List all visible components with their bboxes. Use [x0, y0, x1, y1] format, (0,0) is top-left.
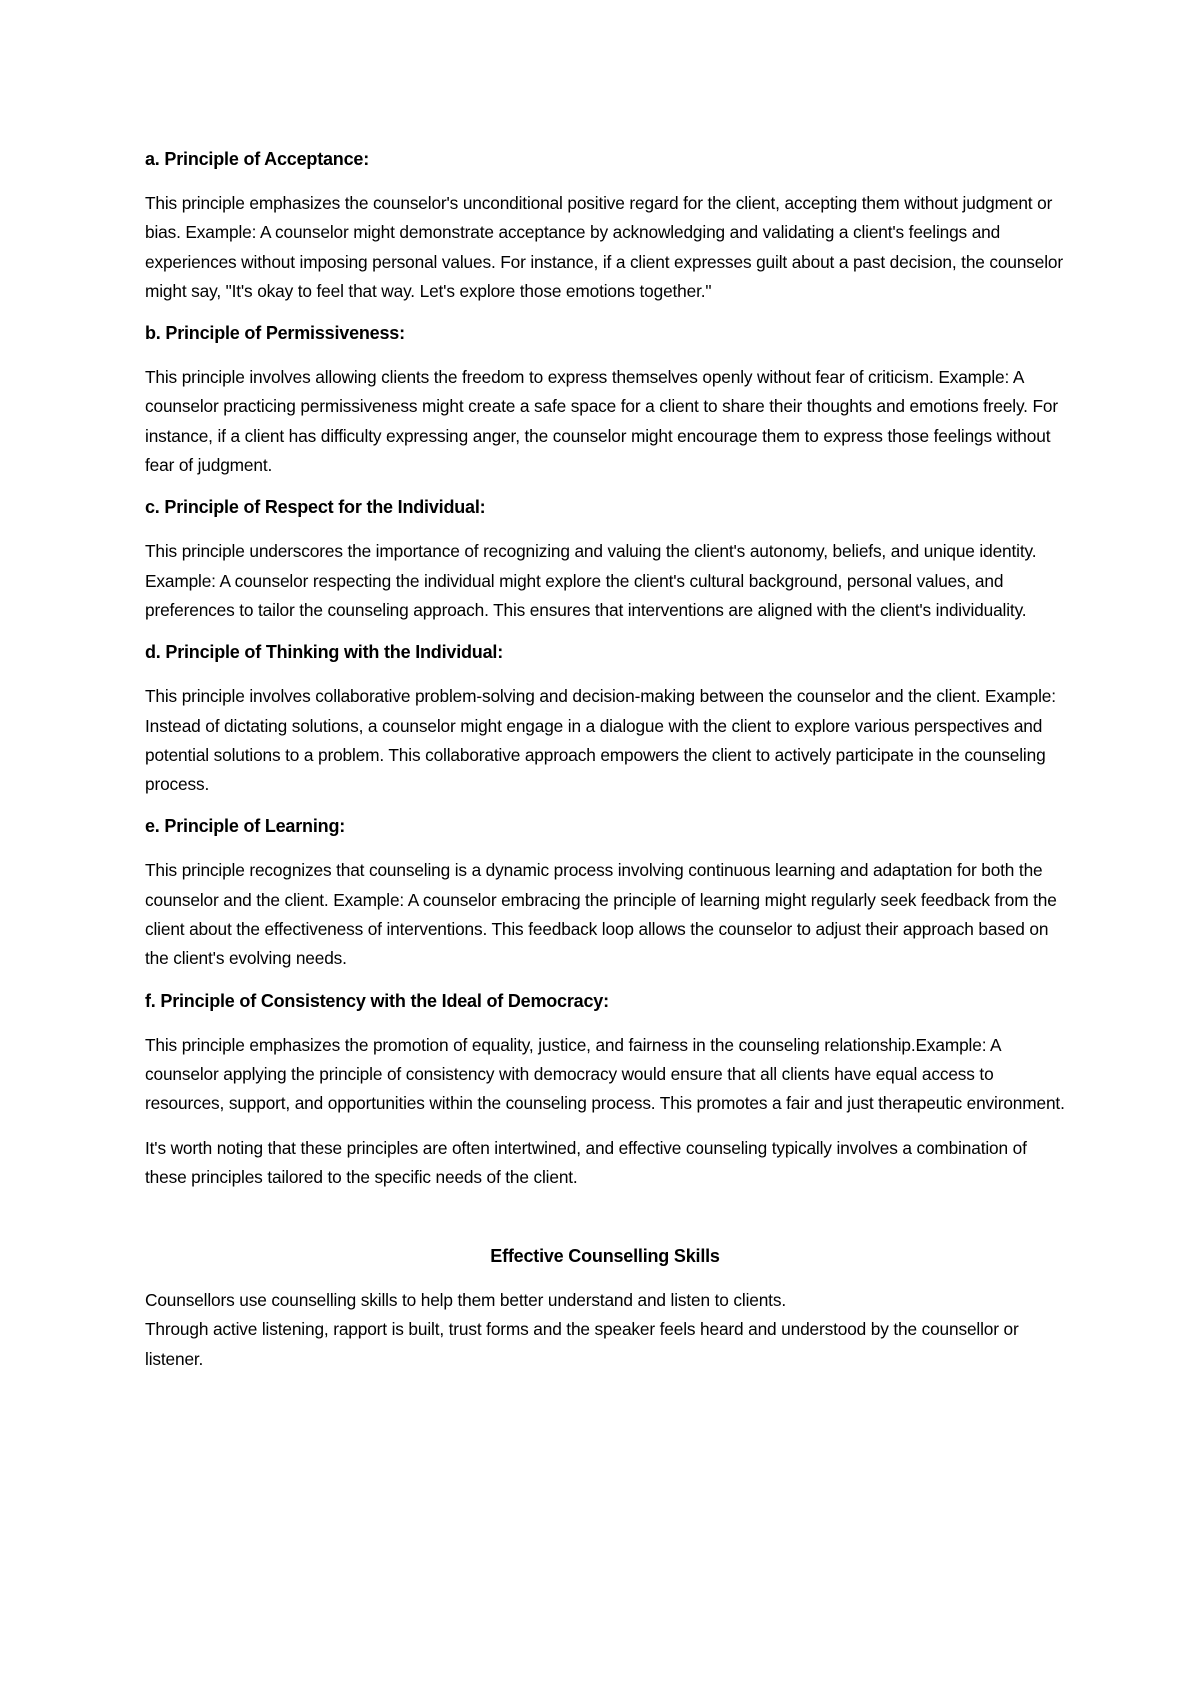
skills-line-1: Counsellors use counselling skills to help them better understand and listen to clients.	[145, 1290, 786, 1311]
document-page	[145, 147, 1065, 1374]
principle-permissiveness	[145, 321, 1065, 480]
section-body: This principle emphasizes the counselor's unconditional positive regard for the client, accepting them without judgment or bias. Example: A counselor might demonstrate acceptance by acknowledging and validating a client's feelings and experiences without imposing personal values. For instance, if a client expresses guilt about a past decision, the counselor might say, "It's okay to feel that way. Let's explore those emotions together."	[145, 193, 1063, 301]
principle-learning	[145, 814, 1065, 973]
section-heading: c. Principle of Respect for the Individual:	[145, 497, 486, 518]
closing-paragraph: It's worth noting that these principles are often intertwined, and effective counseling typically involves a combination of these principles tailored to the specific needs of the client.	[145, 1137, 1027, 1187]
principle-democracy	[145, 989, 1065, 1119]
section-heading: e. Principle of Learning:	[145, 816, 346, 837]
section-heading: b. Principle of Permissiveness:	[145, 323, 405, 344]
section-heading: f. Principle of Consistency with the Ideal of Democracy:	[145, 990, 609, 1011]
principle-acceptance	[145, 147, 1065, 306]
skills-line-2: Through active listening, rapport is built, trust forms and the speaker feels heard and understood by the counsellor or listener.	[145, 1319, 1019, 1369]
section-body: This principle involves collaborative problem-solving and decision-making between the counselor and the client. Example: Instead of dictating solutions, a counselor might engage in a dialogue with the client to explore various perspectives and potential solutions to a problem. This collaborative approach empowers the client to actively participate in the counseling process.	[145, 686, 1056, 795]
principle-thinking	[145, 640, 1065, 799]
section-heading: d. Principle of Thinking with the Individual:	[145, 642, 503, 663]
principle-respect	[145, 495, 1065, 625]
section-body: This principle involves allowing clients the freedom to express themselves openly without fear of criticism. Example: A counselor practicing permissiveness might create a safe space for a client to share their thoughts and emotions freely. For instance, if a client has difficulty expressing anger, the counselor might encourage them to express those feelings without fear of judgment.	[145, 367, 1058, 476]
section-heading: a. Principle of Acceptance:	[145, 149, 370, 169]
section-body: This principle underscores the importance of recognizing and valuing the client's autonomy, beliefs, and unique identity. Example: A counselor respecting the individual might explore the client's cultural background, personal values, and preferences to tailor the counseling approach. This ensures that interventions are aligned with the client's individuality.	[145, 541, 1037, 620]
section-body: This principle emphasizes the promotion of equality, justice, and fairness in the counseling relationship.Example: A counselor applying the principle of consistency with democracy would ensure that all clients have equal access to resources, support, and opportunities within the counseling process. This promotes a fair and just therapeutic environment.	[145, 1034, 1065, 1114]
skills-title: Effective Counselling Skills	[490, 1246, 720, 1267]
section-body: This principle recognizes that counseling is a dynamic process involving continuous learning and adaptation for both the counselor and the client. Example: A counselor embracing the principle of learning might regularly seek feedback from the client about the effectiveness of interventions. This feedback loop allows the counselor to adjust their approach based on the client's evolving needs.	[145, 860, 1057, 969]
